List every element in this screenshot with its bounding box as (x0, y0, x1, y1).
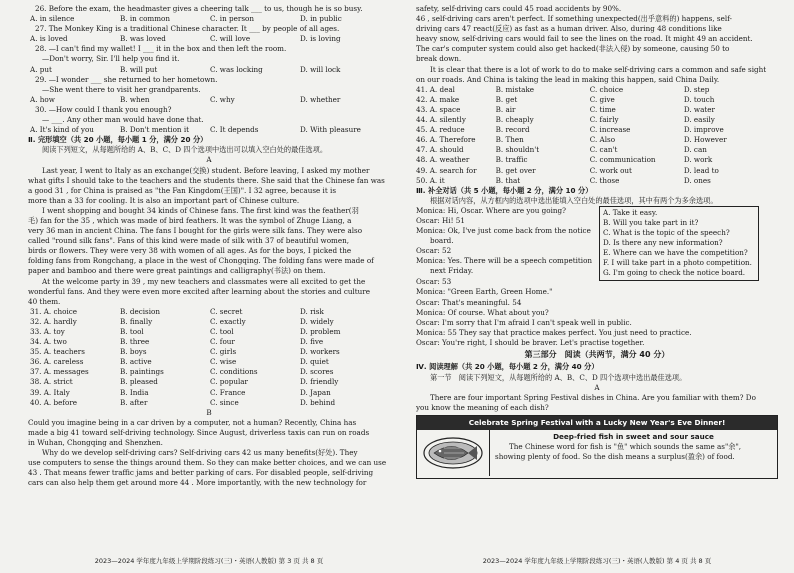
section4-instructions: 第一节 阅读下列短文，从每题所给的 A、B、C、D 四个选项中选出最佳选项。 (430, 372, 687, 382)
passage-line: folding fans from Rongchang, a place in the west of Chongqing. The folding fans were made of (28, 256, 374, 266)
q30-stem: 30. —How could I thank you enough? (35, 104, 172, 114)
option-text: 39. A. Italy (30, 387, 70, 397)
option-text: C. tool (210, 327, 234, 336)
option-text: C. time (589, 104, 616, 114)
passage-line: Why do we develop self-driving cars? Self-driving cars 42 us many benefits(好处). They (42, 448, 358, 458)
dialog-line: Monica: Hi, Oscar. Where are you going? (416, 205, 566, 215)
option-text: B. after (120, 397, 148, 407)
passage-line: 46 , self-driving cars aren't perfect. If something unexpected(出乎意料的) happens, self- (416, 14, 732, 24)
option-text: D. touch (683, 94, 715, 104)
option-text: B. mistake (495, 84, 535, 94)
option-text: C. can't (589, 145, 618, 155)
option-text: B. when (120, 94, 150, 104)
passage-line: paper and bamboo and there were great paintings and calligraphy(书法) on them. (28, 266, 326, 276)
dialog-line: Monica: "Green Earth, Green Home." (416, 286, 553, 296)
option-row (28, 377, 390, 387)
option-row (28, 337, 390, 347)
option-text: C. will love (210, 34, 251, 44)
passage-line: cars can also help them get around more 44 . More importantly, with the new technology for (28, 478, 367, 488)
dialog-option: E. Where can we have the competition? (603, 248, 748, 258)
option-text: 40. A. before (30, 397, 78, 407)
passage-line: The car's computer system could also get hacked(非法入侵) by someone, causing 50 to (416, 44, 730, 54)
option-text: C. increase (589, 125, 631, 135)
option-text: D. Japan (300, 387, 331, 397)
option-row (28, 307, 390, 317)
option-text: C. why (210, 94, 235, 104)
option-text: D. risk (300, 306, 324, 316)
passage-line: very 36 man in ancient China. The fans I bought for the girls were silk fans. They were also (28, 226, 363, 236)
option-row (28, 327, 390, 337)
option-text: B. boys (120, 347, 147, 357)
passage-line: It is clear that there is a lot of work to do to make self-driving cars a common and safe sight (430, 64, 767, 74)
option-text: 37. A. messages (30, 367, 89, 377)
option-row (28, 357, 390, 367)
option-row (416, 125, 778, 135)
option-row (28, 388, 390, 398)
option-text: B. Then (495, 135, 524, 145)
passage-line: I went shopping and bought 34 kinds of Chinese fans. The first kind was the feather(羽 (42, 205, 359, 215)
option-text: A. put (30, 64, 52, 74)
option-text: 41. A. deal (416, 84, 455, 94)
dialog-line: next Friday. (430, 266, 474, 276)
passage-line: heavy snow, self-driving cars would fail to see the lines on the road. It might 49 an accident. (416, 34, 753, 44)
option-text: C. It depends (210, 125, 259, 135)
passage-line: what gifts I should take to the teachers and the students there. She said that the Chinese fan was (28, 175, 385, 185)
option-text: B. three (120, 337, 150, 347)
passage-a-options (28, 307, 390, 408)
menu-card (416, 415, 778, 479)
option-text: D. scores (300, 367, 334, 377)
q26-options (28, 14, 390, 24)
option-text: 32. A. hardly (30, 316, 77, 326)
option-text: 31. A. choice (30, 306, 78, 316)
option-text: B. finally (120, 316, 153, 326)
passage-line: made a big 41 toward self-driving technology. Since August, driverless taxis can run on roads (28, 427, 370, 437)
section2-instructions: 阅读下列短文，从每题所给的 A、B、C、D 四个选项中选出可以填入空白处的最佳选项。 (42, 145, 328, 155)
passage-line: Could you imagine being in a car driven by a computer, not a human? Recently, China has (28, 417, 357, 427)
option-text: A. in silence (30, 14, 75, 24)
option-text: C. in person (210, 14, 254, 24)
option-text: C. communication (589, 155, 656, 165)
option-text: C. fairly (589, 115, 619, 125)
passage-line: on our roads. And China is taking the lead in making this happen, said China Daily. (416, 74, 720, 84)
menu-header: Celebrate Spring Festival with a Lucky New Year's Eve Dinner! (417, 416, 777, 430)
fish-dish-icon (417, 430, 490, 476)
option-text: 49. A. search for (416, 165, 477, 175)
option-text: D. water (683, 104, 715, 114)
dish-text: showing plenty of food. So the dish means a surplus(盈余) of food. (495, 452, 735, 462)
passage-a-label: A (206, 155, 212, 165)
option-row (416, 145, 778, 155)
option-text: C. those (589, 175, 620, 185)
passage-b (28, 418, 390, 489)
option-text: D. in public (300, 14, 342, 24)
option-text: 44. A. silently (416, 115, 466, 125)
passage-label: A (594, 382, 600, 392)
option-text: A. is loved (30, 34, 68, 44)
option-text: C. secret (210, 306, 243, 316)
option-text: C. conditions (210, 367, 258, 377)
option-text: 48. A. weather (416, 155, 470, 165)
part3-heading: 第三部分 阅读（共两节，满分 40 分） (524, 350, 670, 360)
option-text: D. However (683, 135, 727, 145)
option-text: B. air (495, 104, 516, 114)
dialog-line: Oscar: That's meaningful. 54 (416, 297, 522, 307)
option-text: D. five (300, 337, 324, 347)
option-text: 47. A. should (416, 145, 464, 155)
option-text: C. four (210, 337, 235, 347)
page-footer: 2023—2024 学年度九年级上学期阶段练习(三)・英语(人教版) 第 3 页 共 8 页 (94, 556, 324, 565)
option-text: 46. A. Therefore (416, 135, 476, 145)
option-text: C. was locking (210, 64, 263, 74)
option-row (28, 317, 390, 327)
option-row (416, 115, 778, 125)
option-text: B. decision (120, 306, 160, 316)
dialog-options-box (599, 206, 759, 281)
q27-options (28, 34, 390, 44)
option-text: 42. A. make (416, 94, 460, 104)
q28-stem-2: —Don't worry, Sir. I'll help you find it. (42, 54, 180, 64)
option-text: D. workers (300, 347, 340, 357)
section3-instructions: 根据对话内容，从方框内的选项中选出能填入空白处的最佳选项，其中有两个为多余选项。 (430, 195, 718, 205)
option-text: 36. A. careless (30, 357, 84, 367)
dialog-option: C. What is the topic of the speech? (603, 228, 730, 238)
passage-line: There are four important Spring Festival dishes in China. Are you familiar with them? Do (430, 392, 756, 402)
option-text: C. popular (210, 377, 248, 387)
dialog-option: B. Will you take part in it? (603, 217, 699, 227)
passage-line: wonderful fans. And they were even more excited after learning about the stories and culture (28, 286, 370, 296)
option-text: D. lead to (683, 165, 719, 175)
q28-stem: 28. —I can't find my wallet! I ___ it in the box and then left the room. (35, 44, 287, 54)
passage-b-label: B (206, 407, 212, 417)
passage-line: driving cars 47 react(反应) as fast as a human driver. Also, during 48 conditions like (416, 24, 722, 34)
option-text: D. problem (300, 327, 341, 336)
option-row (416, 105, 778, 115)
option-text: D. ones (683, 175, 711, 185)
q28-options (28, 65, 390, 75)
dialog-line: Oscar: Hi! 51 (416, 215, 465, 225)
right-page (416, 0, 778, 573)
option-text: B. paintings (120, 367, 164, 377)
option-text: C. choice (589, 84, 624, 94)
dialog-line: Oscar: 52 (416, 246, 452, 256)
option-text: C. give (589, 94, 615, 104)
option-text: C. girls (210, 347, 237, 357)
passage-line: more than a 33 for cooling. It is also an important part of Chinese culture. (28, 195, 300, 205)
option-text: D. behind (300, 397, 336, 407)
passage-line: At the welcome party in 39 , my new teachers and classmates were all excited to get the (42, 276, 366, 286)
dialog-option: G. I'm going to check the notice board. (603, 268, 746, 278)
dish-text: The Chinese word for fish is "鱼" which sounds the same as"余", (509, 442, 742, 452)
option-row (28, 347, 390, 357)
option-text: D. will lock (300, 64, 341, 74)
option-text: B. in common (120, 14, 171, 24)
option-text: C. since (210, 397, 239, 407)
option-row (416, 95, 778, 105)
option-text: B. will put (120, 64, 158, 74)
dialog-option: D. Is there any new information? (603, 238, 723, 248)
left-page (28, 0, 390, 573)
option-text: 45. A. reduce (416, 125, 465, 135)
option-text: D. work (683, 155, 713, 165)
q27-stem: 27. The Monkey King is a traditional Chinese character. It ___ by people of all ages. (35, 24, 340, 34)
option-text: B. pleased (120, 377, 158, 387)
option-text: D. is loving (300, 34, 341, 44)
option-text: 43. A. space (416, 104, 461, 114)
option-text: D. can (683, 145, 707, 155)
passage-line: in Wuhan, Chongqing and Shenzhen. (28, 438, 163, 448)
passage-line: you know the meaning of each dish? (416, 402, 549, 412)
passage-line: 40 them. (28, 296, 61, 306)
section2-title: Ⅱ. 完形填空（共 20 小题，每小题 1 分，满分 20 分） (28, 135, 208, 145)
q29-stem-2: —She went there to visit her grandparents. (42, 84, 201, 94)
option-text: 34. A. two (30, 337, 67, 347)
passage-line: a good 31 , for China is praised as "the Fan Kingdom(王国)". I 32 agree, because it is (28, 185, 337, 195)
option-row (416, 166, 778, 176)
option-text: D. improve (683, 125, 724, 135)
passage-b-continued (416, 4, 778, 85)
option-row (416, 155, 778, 165)
passage-line: Last year, I went to Italy as an exchange(交换) student. Before leaving, I asked my mother (42, 165, 370, 175)
dialog-option: A. Take it easy. (603, 207, 658, 217)
option-text: 35. A. teachers (30, 347, 85, 357)
option-text: B. India (120, 387, 149, 397)
option-text: B. shouldn't (495, 145, 540, 155)
dialog-line: Oscar: 53 (416, 276, 452, 286)
passage-line: use computers to sense the things around them. So they can make better choices, and we can use (28, 458, 387, 468)
passage-line: 43 . That means fewer traffic jams and better parking of cars. For disabled people, self-driving (28, 468, 374, 478)
q29-stem: 29. —I wonder ___ she returned to her hometown. (35, 74, 218, 84)
option-text: B. traffic (495, 155, 528, 165)
dialog-line: Monica: 55 They say that practice makes perfect. You just need to practice. (416, 328, 692, 338)
passage-line: birds or flowers. They were very 38 with women of all ages. As for the boys, I picked the (28, 246, 352, 256)
option-text: B. record (495, 125, 530, 135)
option-text: C. wise (210, 357, 237, 367)
option-text: B. active (120, 357, 152, 367)
option-row (416, 135, 778, 145)
passage-a (28, 166, 390, 307)
q29-options (28, 95, 390, 105)
option-text: D. whether (300, 94, 341, 104)
dialog-line: Oscar: I'm sorry that I'm afraid I can't speak well in public. (416, 318, 632, 328)
option-text: B. that (495, 175, 521, 185)
option-text: B. tool (120, 327, 144, 336)
option-text: D. quiet (300, 357, 329, 367)
dialog-option: F. I will take part in a photo competition. (603, 258, 752, 268)
option-text: 33. A. toy (30, 327, 65, 336)
option-row (28, 398, 390, 408)
section4-title: Ⅳ. 阅读理解（共 20 小题，每小题 2 分，满分 40 分） (416, 362, 599, 372)
option-text: B. cheaply (495, 115, 534, 125)
option-text: A. It's kind of you (30, 125, 94, 135)
option-text: A. how (30, 94, 55, 104)
dish-title: Deep-fried fish in sweet and sour sauce (553, 432, 714, 441)
passage-line: 毛) fan for the 35 , which was made of bird feathers. It was the symbol of Zhuge Liang, a (28, 215, 352, 225)
passage-line: called "round silk fans". Fans of this kind were made of silk with 37 of beautiful women, (28, 236, 350, 246)
dialog-line: Oscar: You're right, I should be braver. Let's practise together. (416, 338, 645, 348)
passage-line: safety, self-driving cars could 45 road accidents by 90%. (416, 4, 622, 13)
option-row (416, 176, 778, 186)
option-text: 38. A. strict (30, 377, 73, 387)
option-text: C. work out (589, 165, 632, 175)
option-text: B. get (495, 94, 518, 104)
option-text: C. Also (589, 135, 616, 145)
page-footer: 2023—2024 学年度九年级上学期阶段练习(三)・英语(人教版) 第 4 页 共 8 页 (482, 556, 712, 565)
option-row (28, 367, 390, 377)
q30-stem-2: — ___. Any other man would have done that. (42, 115, 204, 125)
q26-stem: 26. Before the exam, the headmaster gives a cheering talk ___ to us, though he is so busy. (35, 4, 363, 13)
q30-options (28, 125, 390, 135)
dialog-line: Monica: Yes. There will be a speech competition (416, 256, 593, 266)
option-text: D. friendly (300, 377, 339, 387)
option-text: C. France (210, 387, 246, 397)
option-text: B. get over (495, 165, 536, 175)
dialog-block (416, 206, 778, 298)
option-text: 50. A. it (416, 175, 445, 185)
dialog-line: Monica: Of course. What about you? (416, 307, 549, 317)
option-text: D. widely (300, 316, 334, 326)
option-row (416, 85, 778, 95)
option-text: D. easily (683, 115, 715, 125)
option-text: B. Don't mention it (120, 125, 190, 135)
option-text: D. step (683, 84, 710, 94)
section3-title: Ⅲ. 补全对话（共 5 小题，每小题 2 分，满分 10 分） (416, 185, 593, 195)
dialog-line: board. (430, 236, 454, 246)
passage-b-options (416, 85, 778, 186)
dialog-line: Monica: Ok, I've just come back from the notice (416, 226, 591, 236)
option-text: B. was loved (120, 34, 166, 44)
passage-line: break down. (416, 54, 462, 64)
option-text: C. exactly (210, 316, 246, 326)
option-text: D. With pleasure (300, 125, 361, 135)
